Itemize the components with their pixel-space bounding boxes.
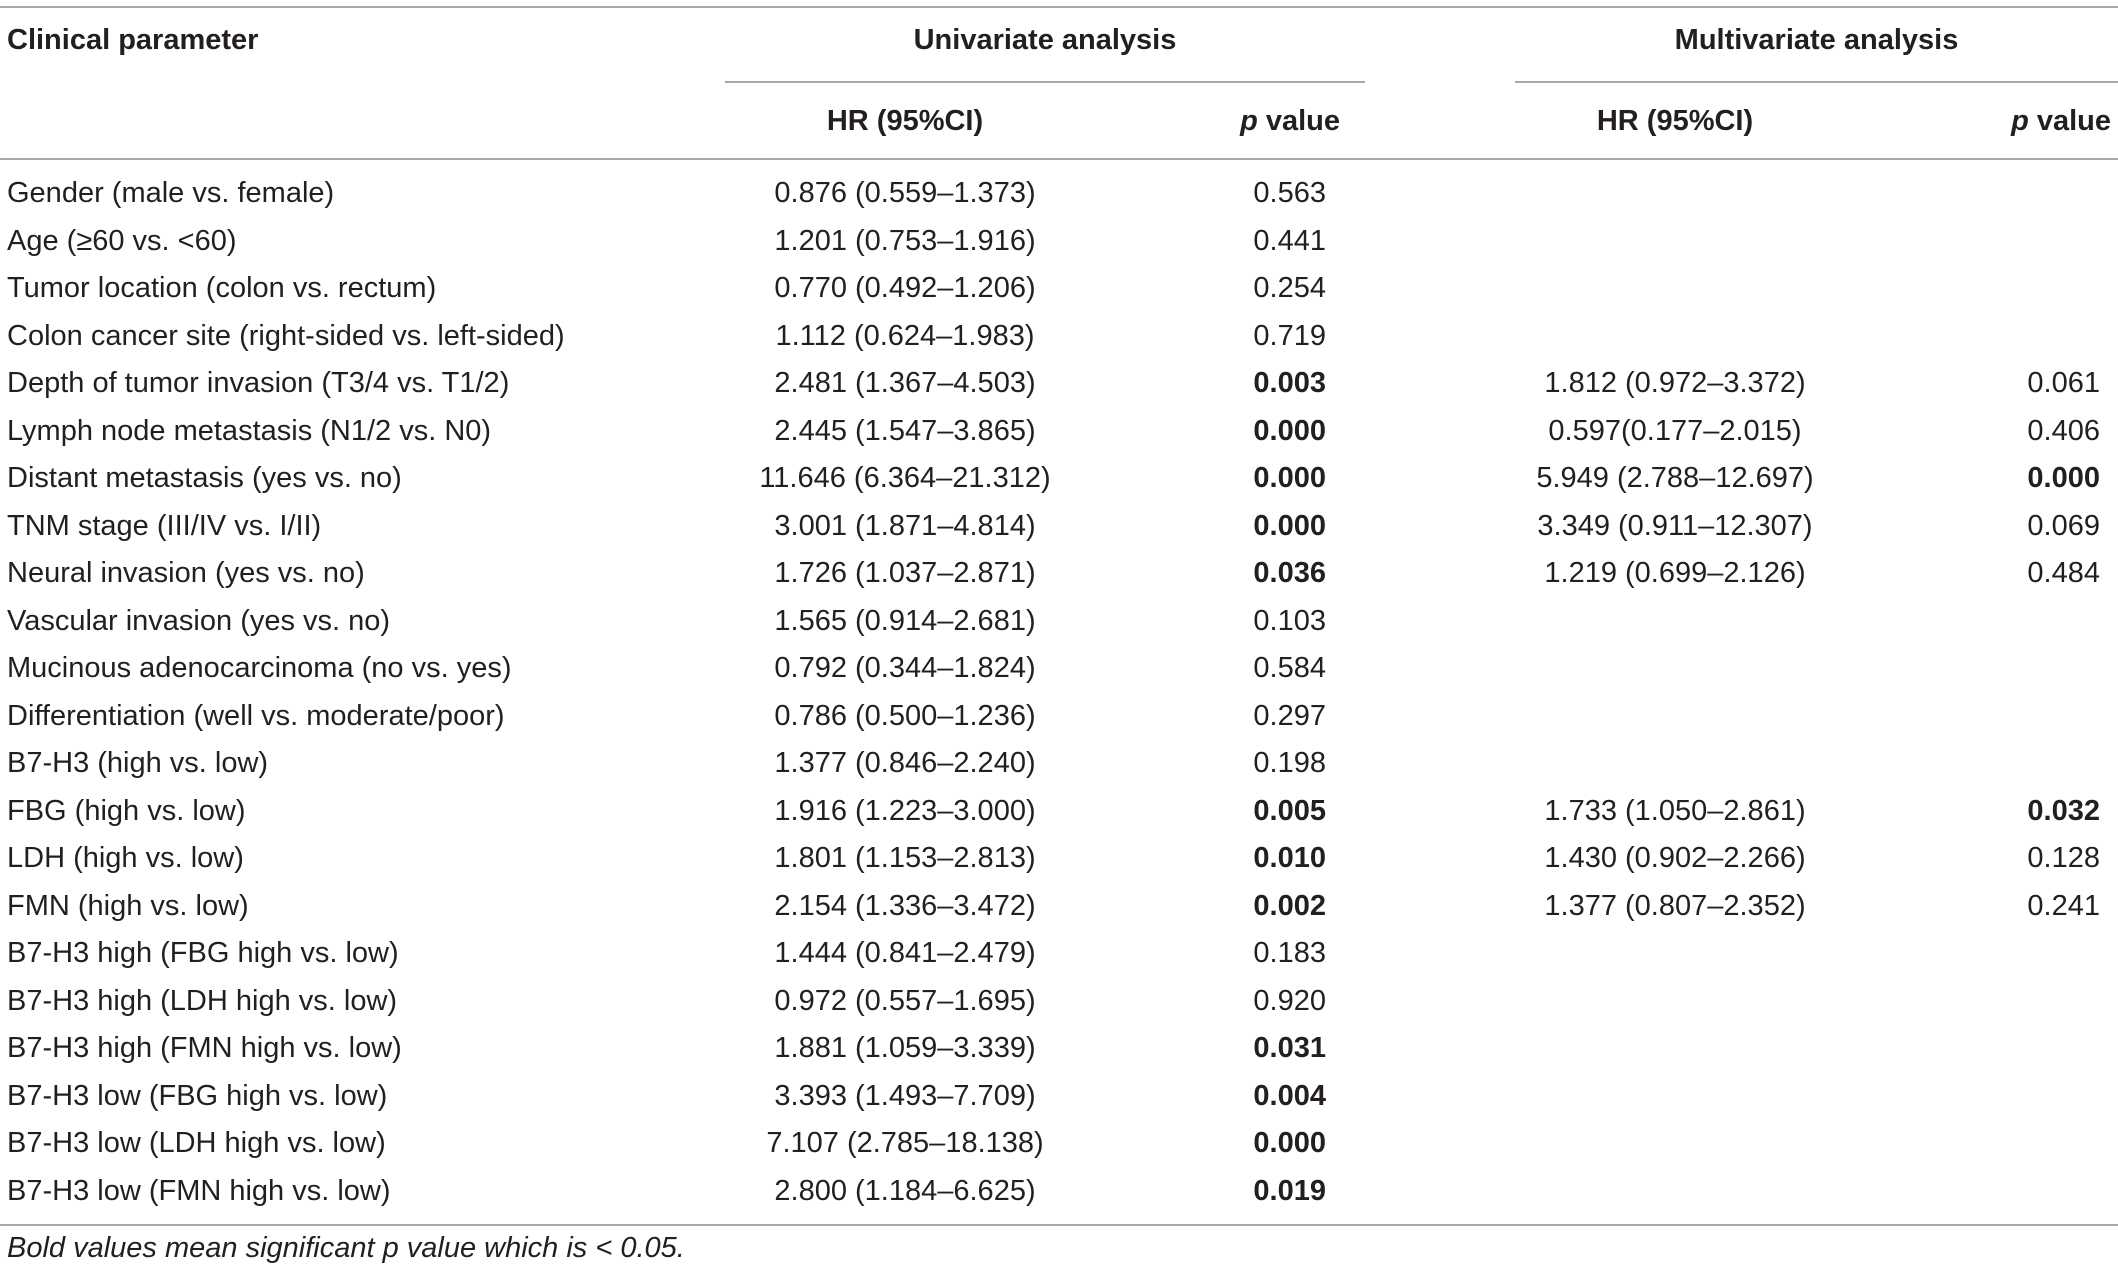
row-uni-p: 0.000 — [1253, 509, 1326, 542]
row-uni-p: 0.441 — [1253, 224, 1326, 257]
footnote: Bold values mean significant p value which is < 0.05. — [7, 1232, 685, 1264]
row-uni-p: 0.183 — [1253, 937, 1326, 969]
row-parameter: FBG (high vs. low) — [7, 794, 246, 827]
row-uni-hr: 2.800 (1.184–6.625) — [774, 1174, 1036, 1207]
row-multi-p: 0.000 — [2027, 462, 2100, 494]
row-multi-hr: 1.377 (0.807–2.352) — [1544, 889, 1806, 922]
row-uni-p: 0.005 — [1253, 794, 1326, 827]
row-parameter: Differentiation (well vs. moderate/poor) — [7, 699, 505, 732]
row-uni-hr: 1.444 (0.841–2.479) — [774, 937, 1036, 969]
row-uni-p: 0.010 — [1253, 842, 1326, 874]
row-uni-p: 0.103 — [1253, 604, 1326, 637]
row-parameter: TNM stage (III/IV vs. I/II) — [7, 509, 322, 542]
row-parameter: Colon cancer site (right-sided vs. left-sided) — [7, 319, 565, 352]
header-multivariate: Multivariate analysis — [1674, 24, 1959, 56]
row-multi-hr: 1.430 (0.902–2.266) — [1544, 842, 1806, 874]
row-uni-p: 0.000 — [1253, 414, 1326, 447]
row-parameter: B7-H3 high (LDH high vs. low) — [7, 984, 398, 1017]
row-uni-hr: 3.001 (1.871–4.814) — [774, 509, 1036, 542]
row-uni-hr: 1.377 (0.846–2.240) — [774, 747, 1036, 779]
row-uni-hr: 1.201 (0.753–1.916) — [774, 224, 1036, 257]
row-multi-p: 0.406 — [2027, 414, 2100, 447]
header-univariate: Univariate analysis — [913, 24, 1177, 56]
row-parameter: B7-H3 low (LDH high vs. low) — [7, 1127, 386, 1159]
row-multi-p: 0.061 — [2027, 367, 2100, 399]
row-multi-hr: 5.949 (2.788–12.697) — [1536, 462, 1814, 494]
row-multi-hr: 1.812 (0.972–3.372) — [1544, 367, 1806, 399]
row-uni-p: 0.000 — [1253, 462, 1326, 494]
row-parameter: LDH (high vs. low) — [7, 842, 244, 874]
header-uni-hr: HR (95%CI) — [826, 105, 984, 137]
univariate-underline — [725, 81, 1365, 83]
header-uni-p — [1140, 98, 1340, 145]
row-uni-hr: 0.786 (0.500–1.236) — [774, 699, 1036, 732]
header-multi-p-text: value — [2028, 105, 2111, 137]
row-uni-p: 0.002 — [1253, 889, 1326, 922]
row-uni-p: 0.031 — [1253, 1032, 1326, 1064]
row-uni-p: 0.198 — [1253, 747, 1326, 779]
header-multi-hr: HR (95%CI) — [1596, 105, 1754, 137]
header-multi-p — [1911, 98, 2111, 145]
header-uni-p-text: value — [1257, 105, 1340, 137]
row-parameter: Age (≥60 vs. <60) — [7, 224, 237, 257]
row-uni-p: 0.584 — [1253, 652, 1326, 684]
row-uni-p: 0.719 — [1253, 319, 1326, 352]
row-parameter: Gender (male vs. female) — [7, 177, 335, 209]
row-parameter: Depth of tumor invasion (T3/4 vs. T1/2) — [7, 367, 510, 399]
row-uni-hr: 2.481 (1.367–4.503) — [774, 367, 1036, 399]
row-uni-p: 0.563 — [1253, 177, 1326, 209]
row-uni-hr: 11.646 (6.364–21.312) — [759, 462, 1051, 494]
multivariate-underline — [1515, 81, 2118, 83]
row-uni-p: 0.004 — [1253, 1079, 1326, 1112]
row-parameter: Lymph node metastasis (N1/2 vs. N0) — [7, 414, 492, 447]
header-multi-p-italic: p — [2011, 105, 2029, 137]
header-clinical-parameter: Clinical parameter — [7, 24, 259, 56]
row-uni-p: 0.036 — [1253, 557, 1326, 589]
row-multi-p: 0.032 — [2027, 794, 2100, 827]
row-parameter: Neural invasion (yes vs. no) — [7, 557, 365, 589]
row-multi-p: 0.484 — [2027, 557, 2100, 589]
row-parameter: B7-H3 low (FBG high vs. low) — [7, 1079, 388, 1112]
row-uni-hr: 3.393 (1.493–7.709) — [774, 1079, 1036, 1112]
row-multi-p: 0.241 — [2027, 889, 2100, 922]
row-multi-hr: 1.219 (0.699–2.126) — [1544, 557, 1806, 589]
row-parameter: B7-H3 (high vs. low) — [7, 747, 269, 779]
table-bottom-rule — [0, 1224, 2118, 1226]
row-uni-p: 0.920 — [1253, 984, 1326, 1017]
row-uni-p: 0.019 — [1253, 1174, 1326, 1207]
row-parameter: Tumor location (colon vs. rectum) — [7, 272, 437, 304]
row-parameter: Vascular invasion (yes vs. no) — [7, 604, 391, 637]
row-uni-p: 0.003 — [1253, 367, 1326, 399]
row-parameter: Distant metastasis (yes vs. no) — [7, 462, 402, 494]
row-uni-hr: 1.565 (0.914–2.681) — [774, 604, 1036, 637]
row-uni-hr: 0.792 (0.344–1.824) — [774, 652, 1036, 684]
header-uni-p-italic: p — [1240, 105, 1258, 137]
row-uni-hr: 0.972 (0.557–1.695) — [774, 984, 1036, 1017]
row-multi-p: 0.128 — [2027, 842, 2100, 874]
row-uni-hr: 7.107 (2.785–18.138) — [766, 1127, 1044, 1159]
row-multi-hr: 0.597(0.177–2.015) — [1548, 414, 1802, 447]
row-uni-p: 0.297 — [1253, 699, 1326, 732]
row-parameter: B7-H3 high (FMN high vs. low) — [7, 1032, 402, 1064]
row-parameter: B7-H3 high (FBG high vs. low) — [7, 937, 399, 969]
row-multi-p: 0.069 — [2027, 509, 2100, 542]
row-uni-hr: 1.801 (1.153–2.813) — [774, 842, 1036, 874]
row-parameter: Mucinous adenocarcinoma (no vs. yes) — [7, 652, 512, 684]
row-uni-p: 0.000 — [1253, 1127, 1326, 1159]
row-uni-hr: 1.881 (1.059–3.339) — [774, 1032, 1036, 1064]
row-uni-hr: 2.445 (1.547–3.865) — [774, 414, 1036, 447]
row-parameter: B7-H3 low (FMN high vs. low) — [7, 1174, 391, 1207]
row-parameter: FMN (high vs. low) — [7, 889, 249, 922]
row-uni-hr: 1.112 (0.624–1.983) — [775, 319, 1035, 352]
row-uni-hr: 0.770 (0.492–1.206) — [774, 272, 1036, 304]
top-rule — [0, 6, 2118, 8]
row-uni-hr: 0.876 (0.559–1.373) — [774, 177, 1036, 209]
row-multi-hr: 1.733 (1.050–2.861) — [1544, 794, 1806, 827]
header-bottom-rule — [0, 158, 2118, 160]
row-uni-hr: 1.916 (1.223–3.000) — [774, 794, 1036, 827]
row-multi-hr: 3.349 (0.911–12.307) — [1537, 509, 1813, 542]
row-uni-hr: 2.154 (1.336–3.472) — [774, 889, 1036, 922]
row-uni-p: 0.254 — [1253, 272, 1326, 304]
row-uni-hr: 1.726 (1.037–2.871) — [774, 557, 1036, 589]
